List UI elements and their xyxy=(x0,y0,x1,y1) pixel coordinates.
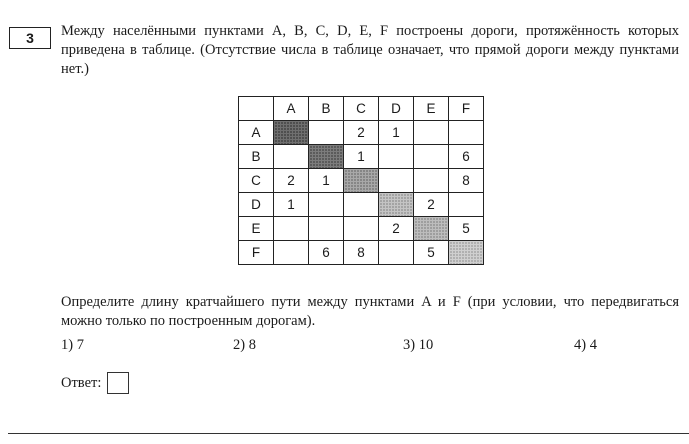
table-row xyxy=(239,169,484,193)
answer-options xyxy=(0,337,689,357)
table-cell xyxy=(309,217,344,241)
table-row xyxy=(239,241,484,265)
row-label: E xyxy=(239,217,274,241)
intro-text: Между населёнными пунктами A, B, C, D, E, F построены дороги, протяжённость которых приведена в таблице. (Отсутствие числа в таблице означает, что прямой дороги между пунктами нет.) xyxy=(61,23,679,77)
table-cell-diagonal xyxy=(274,121,309,145)
table-header-cell: F xyxy=(449,97,484,121)
table-cell: 1 xyxy=(379,121,414,145)
table-cell xyxy=(414,121,449,145)
row-label: D xyxy=(239,193,274,217)
table-header-cell: D xyxy=(379,97,414,121)
answer-option-3[interactable]: 3) 10 xyxy=(403,337,434,353)
table-cell xyxy=(274,241,309,265)
table-cell xyxy=(344,217,379,241)
answer-option-2[interactable]: 2) 8 xyxy=(233,337,256,353)
row-label: F xyxy=(239,241,274,265)
table-row xyxy=(239,193,484,217)
table-header-cell: A xyxy=(274,97,309,121)
table-row xyxy=(239,145,484,169)
row-label: B xyxy=(239,145,274,169)
table-cell-diagonal xyxy=(309,145,344,169)
table-cell xyxy=(274,217,309,241)
row-label: C xyxy=(239,169,274,193)
table-row xyxy=(239,121,484,145)
table-cell: 5 xyxy=(414,241,449,265)
table-header-cell: B xyxy=(309,97,344,121)
table-header-cell xyxy=(239,97,274,121)
answer-option-1[interactable]: 1) 7 xyxy=(61,337,84,353)
table-cell-diagonal xyxy=(344,169,379,193)
table-cell xyxy=(449,121,484,145)
table-cell: 1 xyxy=(344,145,379,169)
table-row xyxy=(239,217,484,241)
table-cell xyxy=(379,241,414,265)
table-cell: 2 xyxy=(414,193,449,217)
distance-table xyxy=(238,96,484,265)
table-cell-diagonal xyxy=(414,217,449,241)
table-cell: 1 xyxy=(309,169,344,193)
table-cell: 2 xyxy=(379,217,414,241)
table-cell xyxy=(379,169,414,193)
table-cell: 8 xyxy=(449,169,484,193)
table-cell: 6 xyxy=(449,145,484,169)
table-cell: 6 xyxy=(309,241,344,265)
table-cell xyxy=(414,145,449,169)
row-label: A xyxy=(239,121,274,145)
answer-area xyxy=(61,372,129,394)
table-cell: 2 xyxy=(274,169,309,193)
footer-divider xyxy=(8,433,689,434)
table-cell xyxy=(309,193,344,217)
table-header-row xyxy=(239,97,484,121)
answer-label: Ответ: xyxy=(61,374,102,391)
table-cell: 1 xyxy=(274,193,309,217)
table-cell xyxy=(344,193,379,217)
table-cell xyxy=(379,145,414,169)
table-cell xyxy=(274,145,309,169)
table-cell xyxy=(309,121,344,145)
table-cell: 2 xyxy=(344,121,379,145)
question-number: 3 xyxy=(9,27,51,49)
table-header-cell: C xyxy=(344,97,379,121)
question-text: Определите длину кратчайшего пути между пунктами A и F (при условии, что передвигаться можно только по построенным дорогам). xyxy=(61,294,679,329)
table-cell-diagonal xyxy=(449,241,484,265)
table-cell xyxy=(414,169,449,193)
table-cell: 8 xyxy=(344,241,379,265)
answer-box[interactable] xyxy=(107,372,129,394)
table-cell xyxy=(449,193,484,217)
table-cell: 5 xyxy=(449,217,484,241)
table-cell-diagonal xyxy=(379,193,414,217)
answer-option-4[interactable]: 4) 4 xyxy=(574,337,597,353)
table-header-cell: E xyxy=(414,97,449,121)
